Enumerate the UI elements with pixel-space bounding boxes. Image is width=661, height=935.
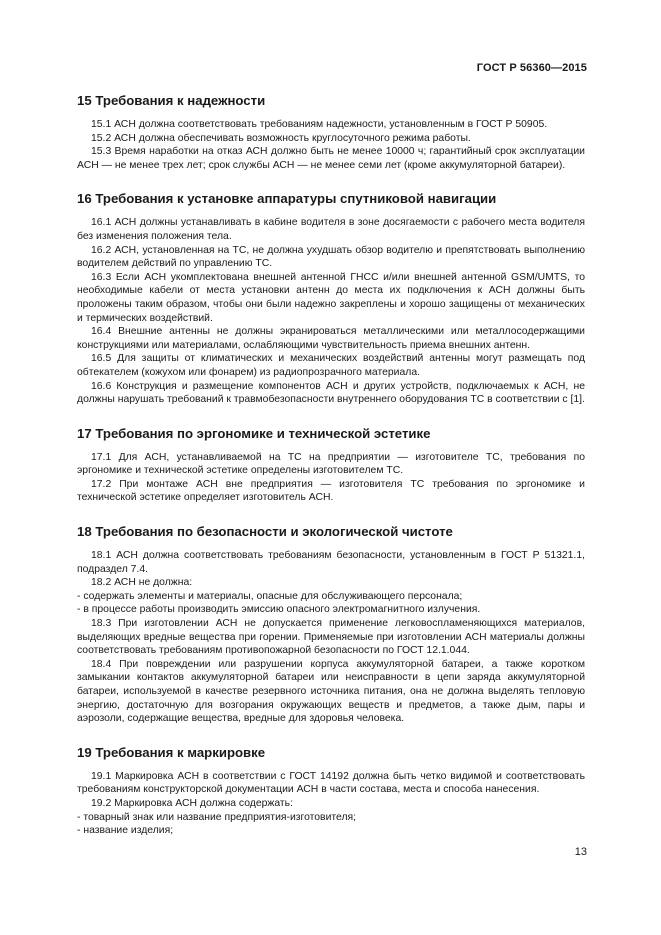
paragraph: 18.3 При изготовлении АСН не допускается применение легковоспламеняющихся материалов, выделяющих вредные вещества при горении. Применяемые при изготовлении АСН материалы должны соответствовать требованиям противопожарной безопасности по ГОСТ 12.1.044. [77,618,585,657]
section-17 [77,426,585,505]
paragraph: 16.6 Конструкция и размещение компонентов АСН и других устройств, подключаемых к АСН, не должны нарушать требований к травмобезопасности внутреннего оборудования ТС в соответствии с [1]. [77,380,585,406]
paragraph: 16.5 Для защиты от климатических и механических воздействий антенны могут размещать под обтекателем (кожухом или фонарем) из радиопрозрачного материала. [77,353,585,378]
page-number: 13 [574,846,587,858]
section-title: 15 Требования к надежности [77,93,266,108]
document-header [477,62,587,74]
document-body [77,93,585,857]
standard-number: ГОСТ Р 56360—2015 [476,62,587,74]
paragraph: 15.3 Время наработки на отказ АСН должно быть не менее 10000 ч; гарантийный срок эксплуатации АСН — не менее трех лет; срок службы АСН — не менее семи лет (кроме аккумуляторной батареи). [77,146,585,171]
paragraph: 16.2 АСН, установленная на ТС, не должна ухудшать обзор водителю и препятствовать выполнению водителем действий по управлению ТС. [77,244,585,270]
list-item: - товарный знак или название предприятия-изготовителя; [77,811,357,823]
paragraph: 16.4 Внешние антенны не должны экранироваться металлическими или металлосодержащими конструкциями или материалами, ослабляющими чувствительность приема внешних антенн. [77,326,585,351]
paragraph: 17.2 При монтаже АСН вне предприятия — изготовителя ТС требования по эргономике и технической эстетике определяет изготовитель АСН. [77,478,585,504]
paragraph: 19.2 Маркировка АСН должна содержать: [91,797,293,809]
list-item: - название изделия; [77,825,174,837]
paragraph: 18.2 АСН не должна: [91,577,193,589]
paragraph: 16.1 АСН должны устанавливать в кабине водителя в зоне досягаемости с рабочего места водителя без изменения положения тела. [77,217,585,242]
paragraph: 19.1 Маркировка АСН в соответствии с ГОСТ 14192 должна быть четко видимой и соответствовать требованиям конструкторской документации АСН в части состава, места и способа нанесения. [77,770,585,796]
list-item: - содержать элементы и материалы, опасные для обслуживающего персонала; [77,590,463,602]
paragraph: 15.2 АСН должна обеспечивать возможность круглосуточного режима работы. [91,132,471,144]
section-title: 16 Требования к установке аппаратуры спутниковой навигации [77,191,497,207]
section-19 [77,745,585,838]
section-18 [77,524,585,726]
section-title: 19 Требования к маркировке [77,744,266,760]
paragraph: 17.1 Для АСН, устанавливаемой на ТС на предприятии — изготовителе ТС, требования по эргономике и технической эстетике определены изготовителем ТС. [77,451,585,477]
paragraph: 18.1 АСН должна соответствовать требованиям безопасности, установленным в ГОСТ Р 51321.1, подраздел 7.4. [77,550,585,575]
section-16 [77,191,585,406]
paragraph: 16.3 Если АСН укомплектована внешней антенной ГНСС и/или внешней антенной GSM/UMTS, то необходимые кабели от места установки антенн до места их подключения к АСН должны быть проложены таким образом, чтобы они были надежно закреплены и хорошо защищены от механических и термических воздействий. [77,271,585,324]
section-15 [77,93,585,172]
paragraph: 18.4 При повреждении или разрушении корпуса аккумуляторной батареи, а также коротком замыкании контактов аккумуляторной батареи или неисправности в цепи заряда аккумуляторной батареи, используемой в качестве резервного источника питания, она не должна выделять тепловую энергию, достаточную для возгорания окружающих веществ и предметов, а также дым, пары и аэрозоли, содержащие вещества, вредные для здоровья человека. [77,658,585,725]
section-title: 18 Требования по безопасности и экологической чистоте [77,524,453,540]
list-item: - в процессе работы производить эмиссию опасного электромагнитного излучения. [77,604,481,616]
paragraph: 15.1 АСН должна соответствовать требованиям надежности, установленным в ГОСТ Р 50905. [91,119,548,130]
section-title: 17 Требования по эргономике и технической эстетике [77,425,431,441]
